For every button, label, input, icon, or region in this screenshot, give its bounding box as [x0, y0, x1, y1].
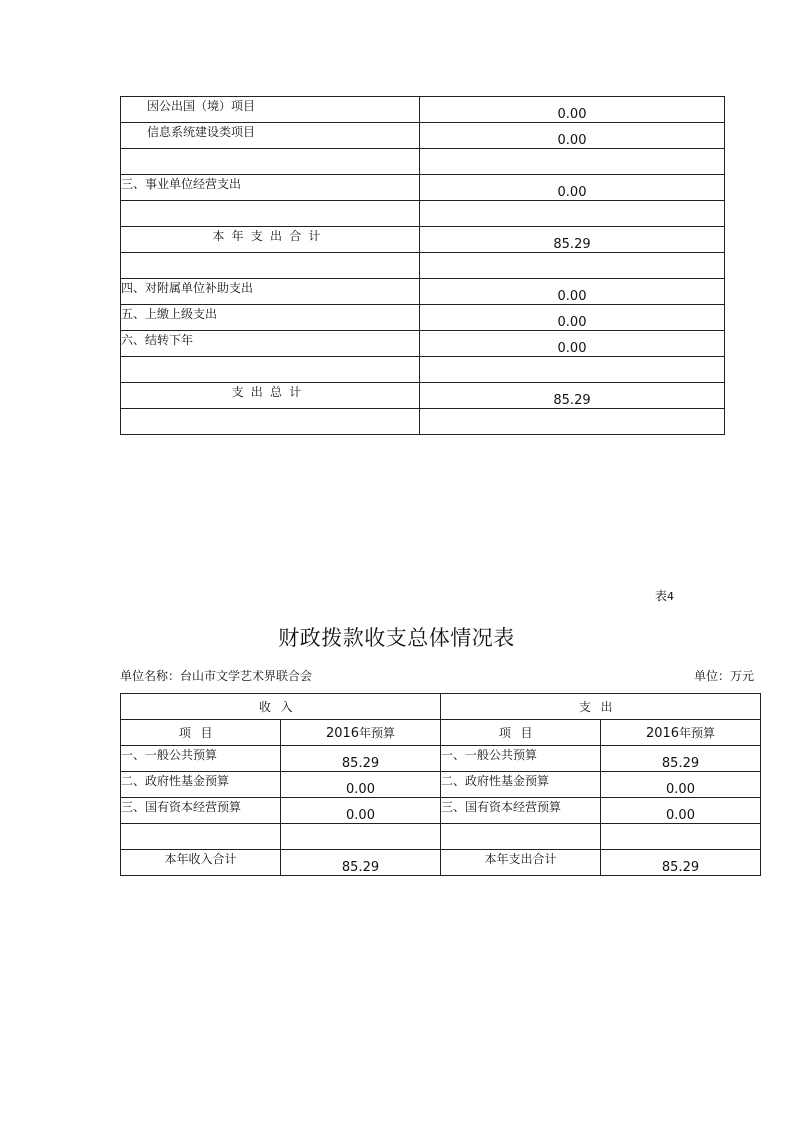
table-row	[121, 409, 725, 435]
unit-measure: 单位：万元	[694, 669, 755, 683]
table-row	[121, 123, 725, 149]
row-value: 0.00	[557, 133, 587, 148]
expense-item: 三、国有资本经营预算	[441, 799, 562, 814]
row-value: 85.29	[553, 237, 591, 252]
unit-name: 单位名称：台山市文学艺术界联合会	[120, 669, 313, 683]
row-value: 0.00	[557, 289, 587, 304]
fiscal-budget-table	[120, 693, 761, 876]
expense-value-cell	[601, 824, 761, 850]
row-label: 四、对附属单位补助支出	[121, 280, 254, 295]
table-row	[121, 772, 761, 798]
table-number-prefix: 表	[655, 589, 668, 603]
row-value-cell	[420, 201, 725, 227]
row-label-cell	[121, 149, 420, 175]
income-item: 三、国有资本经营预算	[121, 799, 242, 814]
table-row	[121, 305, 725, 331]
income-item: 一、一般公共预算	[121, 747, 218, 762]
income-value-cell	[281, 772, 441, 798]
table-row	[121, 149, 725, 175]
income-header: 收入	[121, 694, 441, 720]
income-year-column-header	[281, 720, 441, 746]
row-label-cell	[121, 227, 420, 253]
row-label-cell	[121, 383, 420, 409]
income-item-column-header: 项目	[121, 720, 281, 746]
table-row	[121, 824, 761, 850]
row-value-cell	[420, 409, 725, 435]
income-item-cell	[121, 824, 281, 850]
row-label-cell	[121, 331, 420, 357]
expense-item-cell	[441, 772, 601, 798]
row-value-cell	[420, 383, 725, 409]
row-value-cell	[420, 253, 725, 279]
row-label-cell	[121, 97, 420, 123]
table-row	[121, 331, 725, 357]
expense-item: 一、一般公共预算	[441, 747, 538, 762]
row-label-cell	[121, 253, 420, 279]
year-suffix: 年预算	[359, 726, 396, 740]
row-value-cell	[420, 97, 725, 123]
table-row	[121, 201, 725, 227]
income-value-cell	[281, 798, 441, 824]
page-title: 财政拨款收支总体情况表	[278, 626, 515, 650]
row-label-cell	[121, 357, 420, 383]
expense-value-cell	[601, 798, 761, 824]
expense-value: 85.29	[661, 756, 700, 771]
row-value-cell	[420, 175, 725, 201]
year-suffix: 年预算	[679, 726, 716, 740]
row-value-cell	[420, 123, 725, 149]
row-label-cell	[121, 305, 420, 331]
expense-value: 0.00	[666, 782, 695, 797]
expense-item-cell	[441, 798, 601, 824]
income-value-cell	[281, 746, 441, 772]
table-row	[121, 279, 725, 305]
expense-value-cell	[601, 746, 761, 772]
row-value: 0.00	[557, 341, 587, 356]
table-row	[121, 357, 725, 383]
table-subheader-row	[121, 720, 761, 746]
row-value-cell	[420, 227, 725, 253]
income-value: 0.00	[346, 808, 375, 823]
income-total-value-cell	[281, 850, 441, 876]
expense-item-cell	[441, 824, 601, 850]
expense-item-cell	[441, 746, 601, 772]
expense-total-value-cell	[601, 850, 761, 876]
income-item-cell	[121, 772, 281, 798]
expense-header: 支出	[441, 694, 761, 720]
table-row	[121, 227, 725, 253]
table-row	[121, 383, 725, 409]
row-value-cell	[420, 305, 725, 331]
row-label-cell	[121, 175, 420, 201]
expense-total-value: 85.29	[661, 860, 700, 875]
income-item-cell	[121, 746, 281, 772]
income-value: 0.00	[346, 782, 375, 797]
row-label: 因公出国（境）项目	[147, 98, 256, 113]
table-number	[655, 587, 674, 604]
income-value: 85.29	[341, 756, 380, 771]
row-label: 支出总计	[231, 384, 309, 399]
row-value-cell	[420, 357, 725, 383]
expense-item-column-header: 项目	[441, 720, 601, 746]
income-total-label: 本年收入合计	[164, 851, 237, 866]
income-total-value: 85.29	[341, 860, 380, 875]
row-value: 0.00	[557, 185, 587, 200]
row-value-cell	[420, 279, 725, 305]
row-value: 0.00	[557, 315, 587, 330]
table-total-row	[121, 850, 761, 876]
row-label-cell	[121, 409, 420, 435]
row-value-cell	[420, 331, 725, 357]
row-label: 六、结转下年	[121, 332, 194, 347]
expense-continuation-table	[120, 96, 725, 435]
row-value: 85.29	[553, 393, 591, 408]
income-total-cell	[121, 850, 281, 876]
table-row	[121, 746, 761, 772]
row-value-cell	[420, 149, 725, 175]
expense-total-cell	[441, 850, 601, 876]
table-header-row	[121, 694, 761, 720]
expense-value: 0.00	[666, 808, 695, 823]
row-label-cell	[121, 201, 420, 227]
row-value: 0.00	[557, 107, 587, 122]
table-row	[121, 253, 725, 279]
year-label: 2016	[325, 726, 360, 741]
table-row	[121, 175, 725, 201]
row-label-cell	[121, 123, 420, 149]
year-label: 2016	[645, 726, 680, 741]
income-item-cell	[121, 798, 281, 824]
row-label: 信息系统建设类项目	[147, 124, 256, 139]
row-label: 三、事业单位经营支出	[121, 176, 242, 191]
table-row	[121, 798, 761, 824]
expense-item: 二、政府性基金预算	[441, 773, 550, 788]
row-label: 五、上缴上级支出	[121, 306, 218, 321]
expense-value-cell	[601, 772, 761, 798]
expense-year-column-header	[601, 720, 761, 746]
income-value-cell	[281, 824, 441, 850]
income-item: 二、政府性基金预算	[121, 773, 230, 788]
expense-total-label: 本年支出合计	[484, 851, 557, 866]
table-number-value: 4	[667, 590, 675, 603]
row-label: 本年支出合计	[212, 228, 328, 243]
table-row	[121, 97, 725, 123]
row-label-cell	[121, 279, 420, 305]
